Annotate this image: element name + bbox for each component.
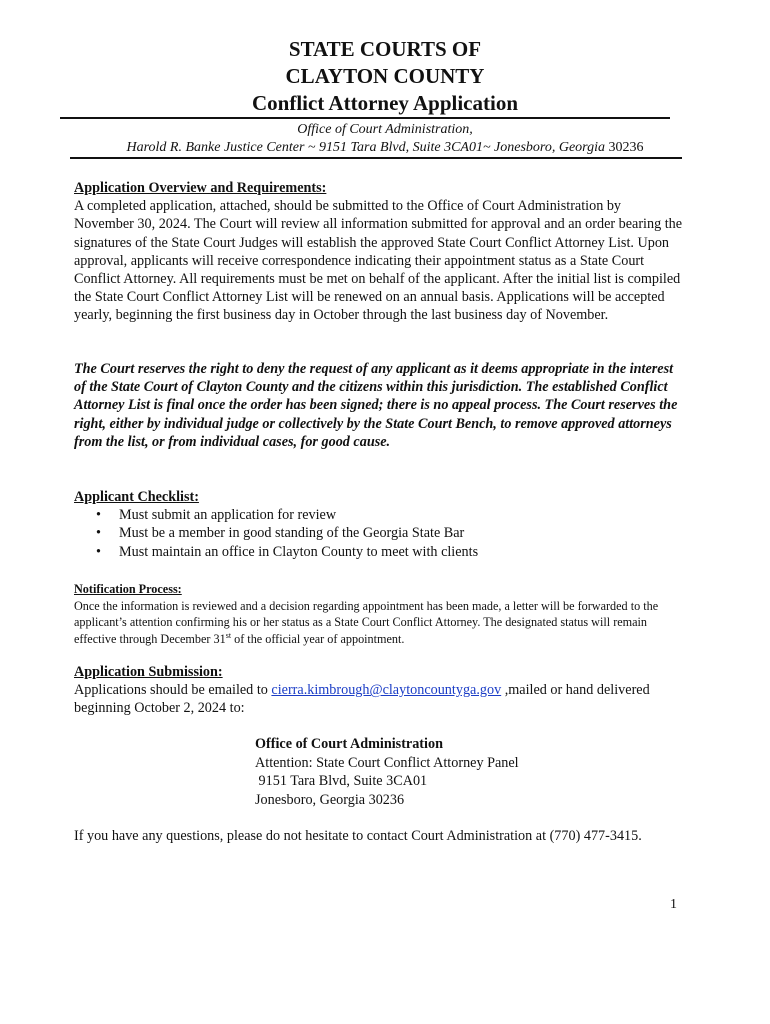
- submission-text: Applications should be emailed to: [74, 682, 272, 699]
- notification-text: Once the information is reviewed and a decision regarding appointment has been made, a letter will be forwarded to the applicant’s attention confirming his or her status as a State Court Conflict Attorney. The designated status will remain effective through December 31: [74, 598, 659, 646]
- office-zip: 30236: [605, 140, 644, 155]
- address-attention: Attention: State Court Conflict Attorney Panel: [255, 754, 519, 771]
- office-address-text: Harold R. Banke Justice Center ~ 9151 Tara Blvd, Suite 3CA01~ Jonesboro, Georgia: [126, 140, 605, 155]
- checklist-item: [74, 524, 684, 542]
- overview-heading: Application Overview and Requirements:: [74, 180, 327, 196]
- notification-text-end: of the official year of appointment.: [231, 631, 405, 646]
- checklist-item-text: Must maintain an office in Clayton County to meet with clients: [119, 543, 479, 560]
- mailing-address: [255, 735, 655, 809]
- notification-heading: Notification Process:: [74, 582, 182, 596]
- office-info: [0, 121, 770, 157]
- overview-paragraph: A completed application, attached, should be submitted to the Office of Court Administration by November 30, 2024. The Court will review all information submitted for approval and an order bearing the signatures of the State Court Judges will establish the approved State Court Conflict Attorney List. Upon approval, applicants will receive correspondence indicating their appointment status as a State Court Conflict Attorney. All requirements must be met on behalf of the applicant. After the initial list is compiled the State Court Conflict Attorney List will be renewed on an annual basis. Applications will be accepted yearly, beginning the first business day in October through the last business day of November.: [74, 198, 683, 324]
- bullet-icon: •: [96, 543, 101, 560]
- checklist-item: [74, 543, 684, 561]
- checklist-item: [74, 506, 684, 524]
- submission-heading: Application Submission:: [74, 664, 223, 680]
- checklist-list: [74, 506, 684, 561]
- page-number: 1: [670, 897, 677, 912]
- questions-paragraph: If you have any questions, please do not hesitate to contact Court Administration at (770) 477-3415.: [74, 828, 642, 844]
- title-line-2: CLAYTON COUNTY: [285, 64, 485, 88]
- title-divider-top: [60, 117, 670, 119]
- submission-section: [74, 663, 684, 718]
- checklist-heading: Applicant Checklist:: [74, 489, 199, 505]
- bullet-icon: •: [96, 507, 101, 524]
- office-name: Office of Court Administration,: [297, 122, 473, 137]
- submission-text-end: ,mailed or hand delivered beginning October 2, 2024 to:: [74, 682, 650, 717]
- address-street: 9151 Tara Blvd, Suite 3CA01: [255, 773, 428, 790]
- bullet-icon: •: [96, 525, 101, 542]
- notification-section: [74, 581, 684, 647]
- checklist-item-text: Must be a member in good standing of the Georgia State Bar: [119, 525, 465, 542]
- checklist-item-text: Must submit an application for review: [119, 507, 337, 524]
- document-title: [0, 36, 770, 117]
- submission-paragraph: [74, 681, 684, 717]
- notification-paragraph: [74, 598, 684, 648]
- ordinal-suffix: st: [225, 630, 232, 640]
- address-office-name: Office of Court Administration: [255, 736, 443, 752]
- checklist-section: [74, 488, 684, 561]
- reserve-rights-paragraph: The Court reserves the right to deny the request of any applicant as it deems appropriate in the interest of the State Court of Clayton County and the citizens within this jurisdiction. The established Conflict Attorney List is final once the order has been signed; there is no appeal process. The Court reserves the right, either by individual judge or collectively by the State Court Bench, to remove approved attorneys from the list, or from individual cases, for good cause.: [74, 361, 678, 450]
- overview-section: [74, 179, 684, 325]
- email-link[interactable]: cierra.kimbrough@claytoncountyga.gov: [271, 682, 502, 699]
- title-line-3: Conflict Attorney Application: [252, 91, 518, 115]
- title-line-1: STATE COURTS OF: [288, 37, 482, 61]
- title-divider-bottom: [70, 157, 682, 159]
- address-city: Jonesboro, Georgia 30236: [255, 791, 405, 808]
- office-address: [0, 139, 770, 157]
